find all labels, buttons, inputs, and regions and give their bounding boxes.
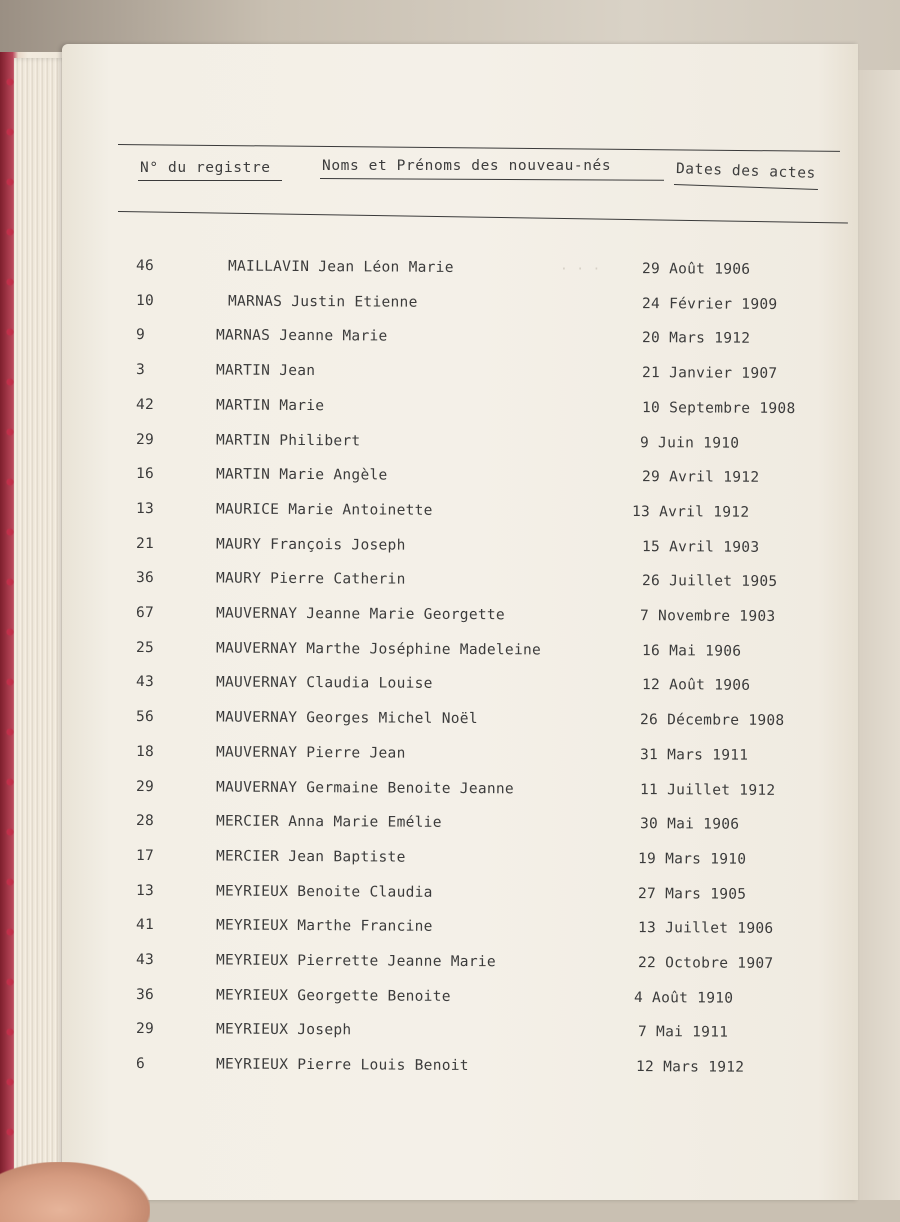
record-date: 26 Décembre 1908	[639, 712, 785, 730]
record-nom: MAUVERNAY Pierre Jean	[215, 744, 406, 762]
record-registre: 42	[135, 396, 155, 413]
record-nom: MAURY François Joseph	[215, 536, 406, 554]
record-row	[0, 431, 900, 466]
record-registre: 43	[135, 952, 155, 969]
record-registre: 3	[135, 362, 146, 379]
record-nom: MAUVERNAY Jeanne Marie Georgette	[215, 605, 506, 624]
record-registre: 25	[135, 639, 155, 656]
record-row	[0, 778, 900, 813]
record-nom: MAUVERNAY Germaine Benoite Jeanne	[215, 778, 515, 797]
record-row	[0, 500, 900, 535]
record-registre: 29	[135, 1021, 155, 1038]
record-row	[0, 882, 900, 917]
bleed-through-texture: · · ·	[560, 262, 601, 277]
record-registre: 21	[135, 535, 155, 552]
record-row	[0, 639, 900, 674]
record-registre: 56	[135, 709, 155, 726]
record-registre: 43	[135, 674, 155, 691]
record-nom: MARTIN Marie Angèle	[215, 466, 388, 484]
record-nom: MAURICE Marie Antoinette	[215, 501, 433, 519]
record-nom: MERCIER Jean Baptiste	[215, 848, 406, 866]
record-nom: MAURY Pierre Catherin	[215, 570, 406, 588]
record-registre: 29	[135, 778, 155, 795]
record-row	[0, 708, 900, 743]
record-registre: 10	[135, 292, 155, 309]
record-nom: MEYRIEUX Pierrette Jeanne Marie	[215, 952, 496, 971]
record-date: 20 Mars 1912	[641, 330, 751, 348]
record-nom: MEYRIEUX Pierre Louis Benoit	[215, 1056, 469, 1075]
record-nom: MAUVERNAY Claudia Louise	[215, 674, 433, 693]
header-registre-underline	[138, 180, 282, 181]
record-nom: MARTIN Jean	[215, 362, 316, 380]
record-nom: MARTIN Marie	[215, 397, 325, 414]
record-row	[0, 465, 900, 500]
record-nom: MERCIER Anna Marie Emélie	[215, 813, 442, 832]
record-nom: MEYRIEUX Marthe Francine	[215, 917, 433, 936]
record-nom: MARNAS Justin Etienne	[227, 293, 418, 311]
record-registre: 29	[135, 431, 155, 448]
record-date: 31 Mars 1911	[639, 746, 749, 764]
record-registre: 67	[135, 605, 155, 622]
record-date: 22 Octobre 1907	[637, 955, 774, 972]
record-date: 10 Septembre 1908	[641, 399, 796, 417]
record-registre: 36	[135, 986, 155, 1003]
record-row	[0, 1055, 900, 1090]
record-row	[0, 916, 900, 951]
record-date: 7 Novembre 1903	[639, 608, 776, 625]
record-row	[0, 604, 900, 639]
record-row	[0, 847, 900, 882]
record-date: 29 Août 1906	[641, 261, 751, 278]
record-date: 16 Mai 1906	[641, 642, 742, 660]
record-date: 29 Avril 1912	[641, 469, 760, 486]
record-row	[0, 743, 900, 778]
record-nom: MEYRIEUX Benoite Claudia	[215, 883, 433, 901]
record-date: 19 Mars 1910	[637, 850, 747, 868]
record-registre: 13	[135, 882, 155, 899]
record-date: 7 Mai 1911	[637, 1024, 729, 1042]
record-registre: 9	[135, 327, 146, 344]
record-registre: 46	[135, 258, 155, 275]
record-row	[0, 569, 900, 604]
record-registre: 28	[135, 813, 155, 830]
record-row	[0, 812, 900, 847]
record-registre: 6	[135, 1056, 146, 1073]
record-registre: 16	[135, 466, 155, 483]
record-registre: 36	[135, 570, 155, 587]
record-row	[0, 535, 900, 570]
record-date: 4 Août 1910	[633, 989, 734, 1007]
record-nom: MAUVERNAY Marthe Joséphine Madeleine	[215, 640, 542, 659]
record-nom: MEYRIEUX Georgette Benoite	[215, 987, 451, 1005]
record-date: 30 Mai 1906	[639, 816, 740, 833]
record-date: 15 Avril 1903	[641, 538, 760, 556]
record-date: 9 Juin 1910	[639, 434, 740, 452]
record-date: 12 Mars 1912	[635, 1059, 745, 1076]
record-row	[0, 951, 900, 986]
record-date: 12 Août 1906	[641, 677, 751, 695]
record-row	[0, 396, 900, 431]
record-nom: MARTIN Philibert	[215, 431, 361, 449]
record-date: 26 Juillet 1905	[641, 573, 778, 591]
thumb	[0, 1162, 150, 1222]
record-row	[0, 292, 900, 327]
record-row	[0, 674, 900, 709]
header-dates: Dates des actes	[675, 161, 817, 182]
record-date: 13 Avril 1912	[631, 503, 750, 521]
record-date: 24 Février 1909	[641, 295, 778, 313]
record-date: 27 Mars 1905	[637, 885, 747, 903]
record-registre: 17	[135, 847, 155, 865]
header-registre: N° du registre	[140, 160, 271, 176]
record-row	[0, 986, 900, 1021]
record-row	[0, 327, 900, 362]
record-row	[0, 1021, 900, 1056]
record-nom: MEYRIEUX Joseph	[215, 1021, 352, 1039]
record-date: 13 Juillet 1906	[637, 920, 774, 938]
record-date: 11 Juillet 1912	[639, 781, 776, 799]
record-registre: 18	[135, 743, 155, 760]
record-nom: MAUVERNAY Georges Michel Noël	[215, 709, 478, 728]
record-date: 21 Janvier 1907	[641, 365, 778, 383]
record-registre: 41	[135, 917, 155, 934]
record-nom: MARNAS Jeanne Marie	[215, 327, 388, 345]
header-noms: Noms et Prénoms des nouveau-nés	[322, 158, 612, 174]
record-nom: MAILLAVIN Jean Léon Marie	[227, 258, 454, 276]
record-row	[0, 257, 900, 292]
record-row	[0, 361, 900, 396]
record-registre: 13	[135, 500, 155, 518]
